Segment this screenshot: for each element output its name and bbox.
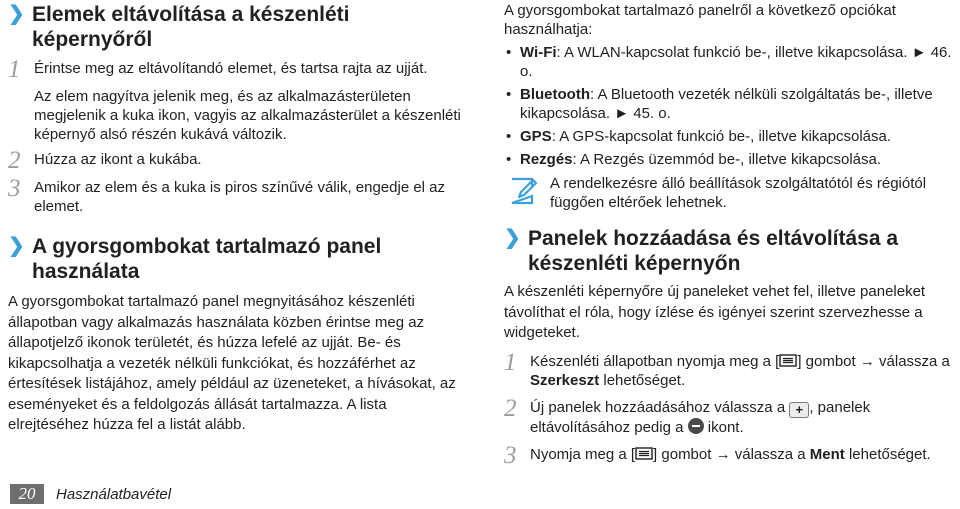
step-1 [504,348,960,390]
menu-key-icon [635,447,653,460]
list-item [504,43,960,81]
option-text: : A Rezgés üzemmód be-, illetve kikapcsolása. [572,151,882,168]
note-pencil-icon [508,176,538,206]
section-heading-panels [504,226,960,276]
option-text: : A GPS-kapcsolat funkció be-, illetve kikapcsolása. [551,128,892,145]
step-text: Amikor az elem és a kuka is piros színűvé válik, engedje el az elemet. [34,179,446,215]
step-3 [8,175,464,216]
page-footer [10,484,171,504]
footer-label: Használatbavétel [56,485,172,503]
step-number: 2 [8,147,21,174]
option-text: : A Bluetooth vezeték nélküli szolgáltatás be-, illetve kikapcsolása. ► 45. o. [520,86,933,122]
options-list [504,43,960,169]
step-1 [8,56,464,83]
step-number: 2 [504,394,517,422]
step-text: Készenléti állapotban nyomja meg a [ ] gombot → válassza a Szerkeszt lehetőséget. [530,352,950,389]
option-label: GPS [520,128,552,145]
list-item [504,150,960,169]
section-heading-quick-panel [8,234,464,284]
step-number: 1 [8,56,21,83]
options-intro: A gyorsgombokat tartalmazó panelről a következő opciókat használhatja: [504,2,896,38]
left-column [8,0,464,436]
section-heading-remove-items [8,2,464,52]
step-1-note: Az elem nagyítva jelenik meg, és az alkalmazásterületen megjelenik a kuka ikon, vagyis az alkalmazásterület a készenléti képernyő alsó részén kukává változik. [34,88,461,143]
chevron-right-icon: ❯ [8,235,25,257]
step-3 [504,441,960,469]
section-body: A készenléti képernyőre új paneleket vehet fel, illetve paneleket távolíthat el róla, hogy ízlése és igényei szerint szervezhesse a widgeteket. [504,283,926,341]
note-text: A rendelkezésre álló beállítások szolgáltatótól és régiótól függően eltérőek lehetnek. [550,175,927,211]
section-title: Panelek hozzáadása és eltávolítása a készenléti képernyőn [528,227,899,275]
step-text: Új panelek hozzáadásához válassza a + , panelek eltávolításához pedig a ikont. [530,398,871,436]
note-box [504,174,960,212]
section-title: A gyorsgombokat tartalmazó panel használata [32,235,382,283]
right-column [504,0,960,467]
list-item [504,85,960,123]
step-2 [8,147,464,174]
option-text: : A WLAN-kapcsolat funkció be-, illetve kikapcsolása. ► 46. o. [520,44,952,80]
section-body: A gyorsgombokat tartalmazó panel megnyitásához készenléti állapotban vagy alkalmazás használata közben érintse meg az állapotjelző ikonok területét, és húzza lefelé az ujját. Be- és kikapcsolhatja a vezeték nélküli funkciókat, és hozzáférhet az értesítések listájához, amely például az üzeneteket, a hívásokat, az eseményeket és a feldolgozás állását tartalmazza. A lista elrejtéséhez húzza fel a listát alább. [8,293,456,433]
list-item [504,127,960,146]
step-2 [504,394,960,437]
step-text: Érintse meg az eltávolítandó elemet, és tartsa rajta az ujját. [34,60,428,77]
chevron-right-icon: ❯ [8,3,25,25]
chevron-right-icon: ❯ [504,227,521,249]
step-number: 3 [8,175,21,202]
step-number: 1 [504,348,517,376]
option-label: Wi-Fi [520,44,557,61]
step-number: 3 [504,441,517,469]
step-text: Húzza az ikont a kukába. [34,151,202,168]
step-text: Nyomja meg a [ ] gombot → válassza a Ment lehetőséget. [530,445,931,463]
option-label: Rezgés [520,151,573,168]
page-number: 20 [10,484,44,504]
section-title: Elemek eltávolítása a készenléti képernyőről [32,3,350,51]
option-label: Bluetooth [520,86,590,103]
remove-panel-icon [688,418,704,434]
menu-key-icon [779,354,797,367]
add-panel-icon: + [789,402,809,418]
